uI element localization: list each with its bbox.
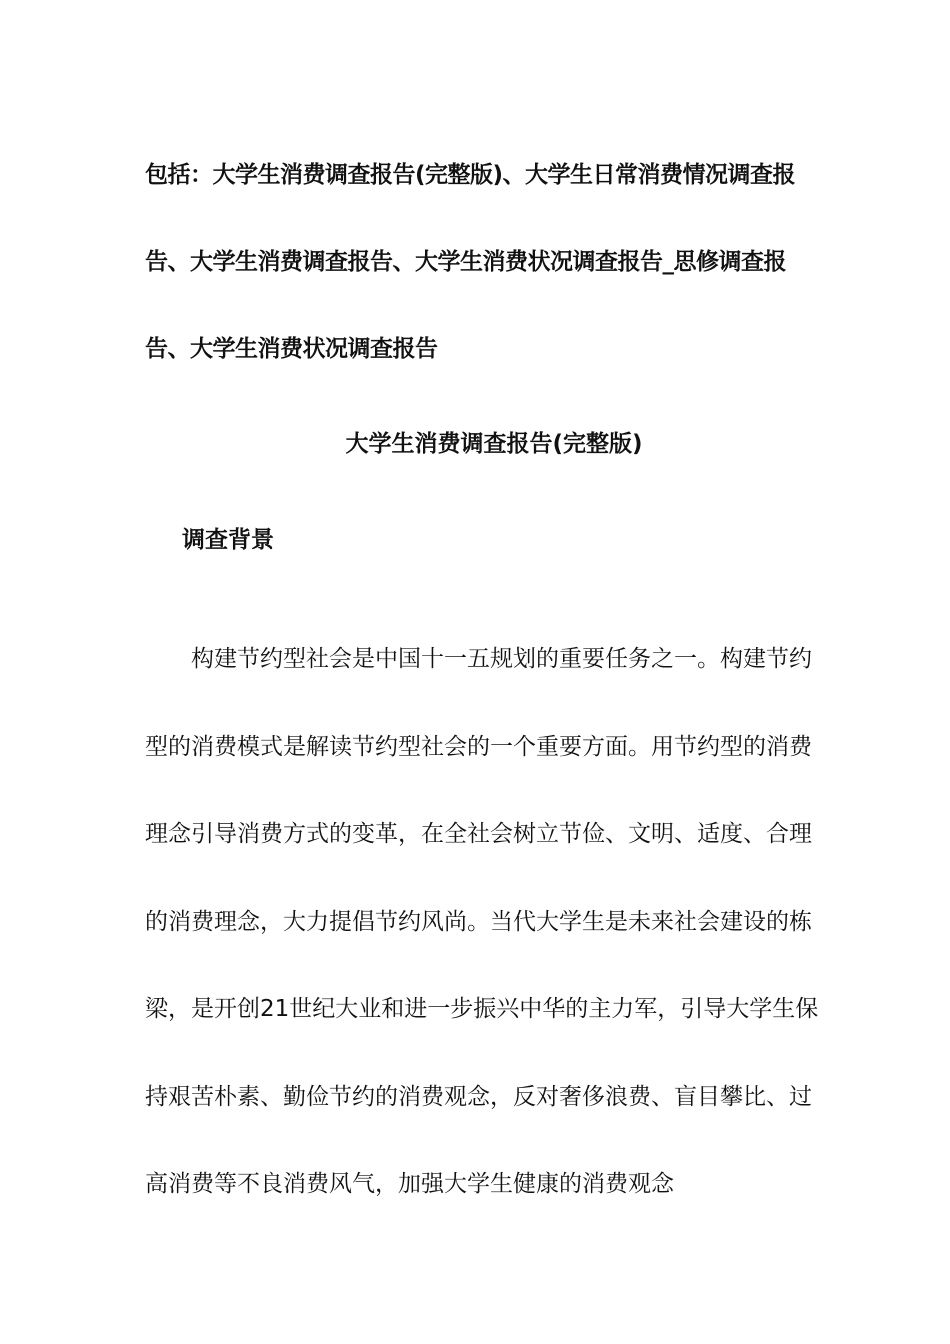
intro-summary: 包括：大学生消费调查报告(完整版)、大学生日常消费情况调查报告、大学生消费调查报告、大学生消费状况调查报告_思修调查报告、大学生消费状况调查报告 xyxy=(145,162,796,362)
section-heading: 调查背景 xyxy=(182,527,274,553)
document-title: 大学生消费调查报告(完整版) xyxy=(345,431,643,457)
body-paragraph: 构建节约型社会是中国十一五规划的重要任务之一。构建节约型的消费模式是解读节约型社会的一个重要方面。用节约型的消费理念引导消费方式的变革，在全社会树立节俭、文明、适度、合理的消费理念，大力提倡节约风尚。当代大学生是未来社会建设的栋梁，是开创21世纪大业和进一步振兴中华的主力军，引导大学生保持艰苦朴素、勤俭节约的消费观念，反对奢侈浪费、盲目攀比、过高消费等不良消费风气，加强大学生健康的消费观念 xyxy=(145,646,819,1197)
